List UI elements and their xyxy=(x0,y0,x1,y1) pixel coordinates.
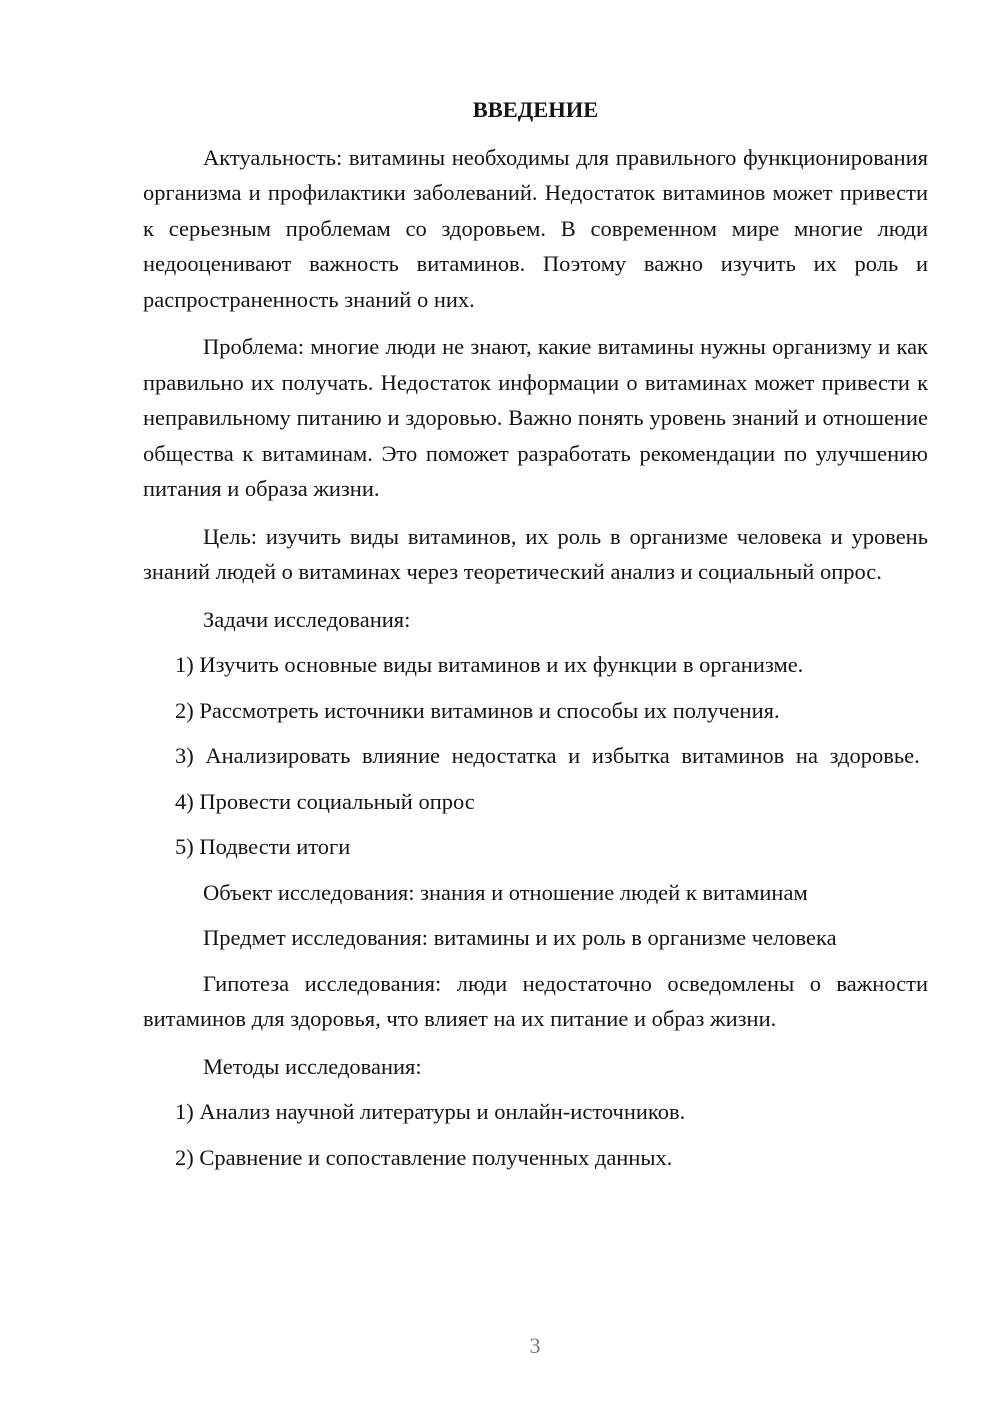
task-item-3: 3) Анализировать влияние недостатка и избытка витаминов на здоровье. xyxy=(175,743,920,768)
subject-line: Предмет исследования: витамины и их роль в организме человека xyxy=(203,925,837,950)
tasks-heading: Задачи исследования: xyxy=(203,606,411,632)
page-content xyxy=(143,92,928,1185)
task-item-2: 2) Рассмотреть источники витаминов и способы их получения. xyxy=(175,697,780,723)
page-title: ВВЕДЕНИЕ xyxy=(472,97,599,122)
methods-heading: Методы исследования: xyxy=(203,1053,422,1079)
goal-paragraph: Цель: изучить виды витаминов, их роль в организме человека и уровень знаний людей о витаминах через теоретический анализ и социальный опрос. xyxy=(143,523,928,584)
method-item-1: 1) Анализ научной литературы и онлайн-источников. xyxy=(175,1099,686,1124)
page-number: 3 xyxy=(529,1333,541,1358)
object-line: Объект исследования: знания и отношение людей к витаминам xyxy=(203,879,808,905)
problem-paragraph: Проблема: многие люди не знают, какие витамины нужны организму и как правильно их получать. Недостаток информации о витаминах может привести к неправильному питанию и здоровью. Важно понять уровень знаний и отношение общества к витаминам. Это поможет разработать рекомендации по улучшению питания и образа жизни. xyxy=(143,334,928,501)
task-item-1: 1) Изучить основные виды витаминов и их функции в организме. xyxy=(175,652,804,677)
method-item-2: 2) Сравнение и сопоставление полученных данных. xyxy=(175,1144,673,1170)
task-item-5: 5) Подвести итоги xyxy=(175,834,351,859)
relevance-paragraph: Актуальность: витамины необходимы для правильного функционирования организма и профилактики заболеваний. Недостаток витаминов может привести к серьезным проблемам со здоровьем. В современном мире многие люди недооценивают важность витаминов. Поэтому важно изучить их роль и распространенность знаний о них. xyxy=(143,144,928,312)
hypothesis-paragraph: Гипотеза исследования: люди недостаточно осведомлены о важности витаминов для здоровья, что влияет на их питание и образ жизни. xyxy=(143,970,928,1031)
task-item-4: 4) Провести социальный опрос xyxy=(175,788,475,814)
